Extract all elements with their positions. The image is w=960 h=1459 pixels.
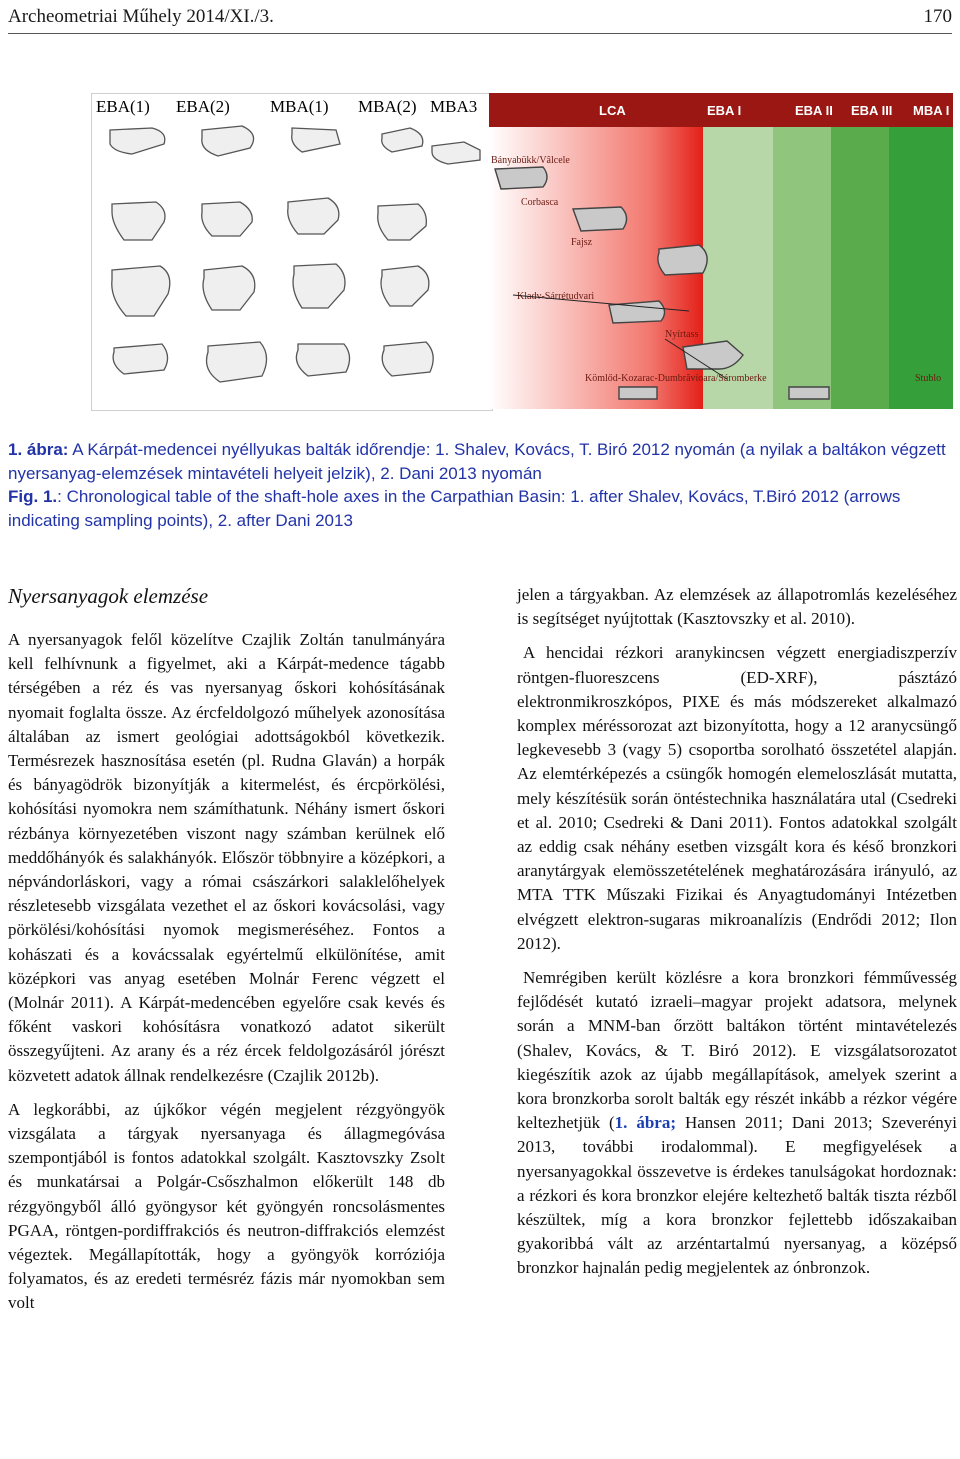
left-paragraph-2: A legkorábbi, az újkőkor végén megjelent rézgyöngyök vizsgálata a tárgyak nyersanyaga és állagmegóvása szempontjából is fontos adatokkal szolgált. Kasztovszky Zsolt és munkatársai a Polgár-Csőszhalmon előkerült 148 db rézgyöngyből álló gyöngysor két gyöngyén roncsolásmentes PGAA, röntgen-pordiffrakciós és neutron-diffrakciós elemzést végeztek. Megállapították, hogy a gyöngyök korróziója folyamatos, és az eredeti termésréz fázis már nyomokban sem volt <box>8 1099 445 1313</box>
header-rule <box>8 33 952 34</box>
right-paragraph-3a: Nemrégiben került közlésre a kora bronzkori fémművesség fejlődését kutató izraeli–magyar projekt adatsora, melynek során a MNM-ban őrzött baltákon történt mintavételezés (Shalev, Kovács, & T. Biró 2012). E vizsgálatsorozatot kiegészítik azok az újabb megállapítások, amelyek szerint a kora bronzkorba sorolt balták egy részét inkább a rézkor végére keltezhetjük ( <box>517 968 957 1133</box>
period-label-eba3: EBA III <box>851 103 893 118</box>
page-number: 170 <box>923 6 952 27</box>
axe-typology-panel <box>91 93 493 411</box>
column-label-mba3: MBA3 <box>430 97 478 116</box>
axe-typology-drawing <box>92 94 492 410</box>
figure-caption <box>8 438 953 532</box>
period-label-lca: LCA <box>599 103 626 118</box>
period-band-eba2 <box>773 127 831 409</box>
site-label-corbasca: Corbasca <box>521 197 559 208</box>
site-label-fajsz: Fajsz <box>571 237 593 248</box>
right-paragraph-3b: Hansen 2011; Dani 2013; Szeverényi 2013, további irodalommal). E megfigyelések a nyersanyagokkal összevetve is érdekes tanulságokat hordoznak: a rézkori és kora bronzkor elejére keltezhető balták tiszta rézből készültek, míg a kora bronzkor fejlettebb időszakaiban gyakoribbá vált az arzéntartalmú nyersanyag, a középső bronzkor hajnalán pedig megjelentek az ónbronzok. <box>517 1113 957 1278</box>
chronology-chart <box>489 93 953 409</box>
right-paragraph-3 <box>517 966 957 1281</box>
period-label-eba1: EBA I <box>707 103 742 118</box>
right-paragraph-1: jelen a tárgyakban. Az elemzések az állapotromlás kezeléséhez is segítséget nyújtottak (Kasztovszky et al. 2010). <box>517 585 957 629</box>
column-label-mba2: MBA(2) <box>358 97 417 116</box>
period-band-eba3 <box>831 127 889 409</box>
period-label-mba1: MBA I <box>913 103 950 118</box>
site-label-komlod: Kömlőd-Kozarac-Dumbrăvioara/Sáromberke <box>585 373 767 384</box>
site-label-nyirtass: Nyírtass <box>665 329 699 340</box>
left-paragraph-1: A nyersanyagok felől közelítve Czajlik Zoltán tanulmányára kell felhívnunk a figyelmet, aki a Kárpát-medence tágabb térségében a réz és vas nyersanyag őskori kohósításának nyomait foglalta össze. Az ércfeldolgozó műhelyek azonosítása általában az ismert geológiai adottságokból következik. Termésrezek hasznosítása esetén (pl. Rudna Glaván) a horpák és bányagödrök bizonyítják a kitermelést, és ércpörkölési, kohósítási nyomokra nem számíthatunk. Néhány ismert őskori rézbánya környezetében viszont nagy számban kerülnek elő meddőhányók és salakhányók. Először többnyire a középkori, a népvándorláskori, vagy a római császárkori salaklelőhelyek részletesebb vizsgálata vezethet el az őskori kovácsolási, vagy pörkölési/kohósítási nyomok megismeréséhez. Fontos a kohászati és a kovácssalak egyértelmű elkülönítése, amit középkori vas anyag esetében Molnár Ferenc végzett el (Molnár 2011). A Kárpát-medencében egyelőre csak kevés és főként vaskori kohósításra vonatkozó adatot sikerült összegyűjteni. Az arany és a réz ércek feldolgozásáról jórészt közvetett adatok állnak rendelkezésre (Czajlik 2012b). <box>8 630 445 1085</box>
period-band-mba1 <box>889 127 953 409</box>
figure-1 <box>91 93 953 409</box>
column-label-eba1: EBA(1) <box>96 97 150 116</box>
caption-hu-text: A Kárpát-medencei nyéllyukas balták időrendje: 1. Shalev, Kovács, T. Biró 2012 nyomán (a nyilak a baltákon végzett nyersanyag-elemzések mintavételi helyeit jelzik), 2. Dani 2013 nyomán <box>8 440 946 483</box>
site-label-stublo: Stublo <box>915 373 942 384</box>
figure-reference[interactable]: 1. ábra; <box>614 1113 677 1133</box>
journal-title: Archeometriai Műhely 2014/XI./3. <box>8 6 274 27</box>
caption-en-label: Fig. 1. <box>8 487 58 506</box>
right-paragraph-2: A hencidai rézkori aranykincsen végzett energiadiszperzív röntgen-fluoreszcens (ED-XRF), pásztázó elektronmikroszkópos, PIXE és más módszereket alkalmazó komplex méréssorozat azt bizonyította, hogy a 12 aranycsüngő legkevesebb 3 (vagy 5) csoportba sorolható összetétel alapján. Az elemtérképezés a csüngők homogén elemeloszlását mutatta, mely készítésük során öntéstechnika használatára utal (Csedreki et al. 2010; Csedreki & Dani 2011). Fontos adatokkal szolgált az eddig csak néhány esetben vizsgált kora és késő bronzkori aranytárgyak elemösszetételének meghatározására irányuló, az MTA TTK Műszaki Fizikai és Anyagtudományi Intézetben elvégzett elektron-sugaras mikroanalízis (Endrődi 2012; Ilon 2012). <box>517 643 957 953</box>
chronology-panel <box>489 93 953 409</box>
caption-hu-label: 1. ábra: <box>8 440 69 459</box>
page-header <box>8 0 952 28</box>
period-label-eba2: EBA II <box>795 103 833 118</box>
left-column <box>8 582 445 1326</box>
caption-en-text: : Chronological table of the shaft-hole axes in the Carpathian Basin: 1. after Shalev, Kovács, T.Biró 2012 (arrows indicating sampling points), 2. after Dani 2013 <box>8 487 901 530</box>
right-column <box>517 583 957 1291</box>
site-label-kladv: Kladv-Sárrétudvari <box>517 291 595 302</box>
column-label-eba2: EBA(2) <box>176 97 230 116</box>
section-title: Nyersanyagok elemzése <box>8 584 209 608</box>
column-label-mba1: MBA(1) <box>270 97 329 116</box>
site-label-banyabukk: Bányabükk/Vâlcele <box>491 155 570 166</box>
